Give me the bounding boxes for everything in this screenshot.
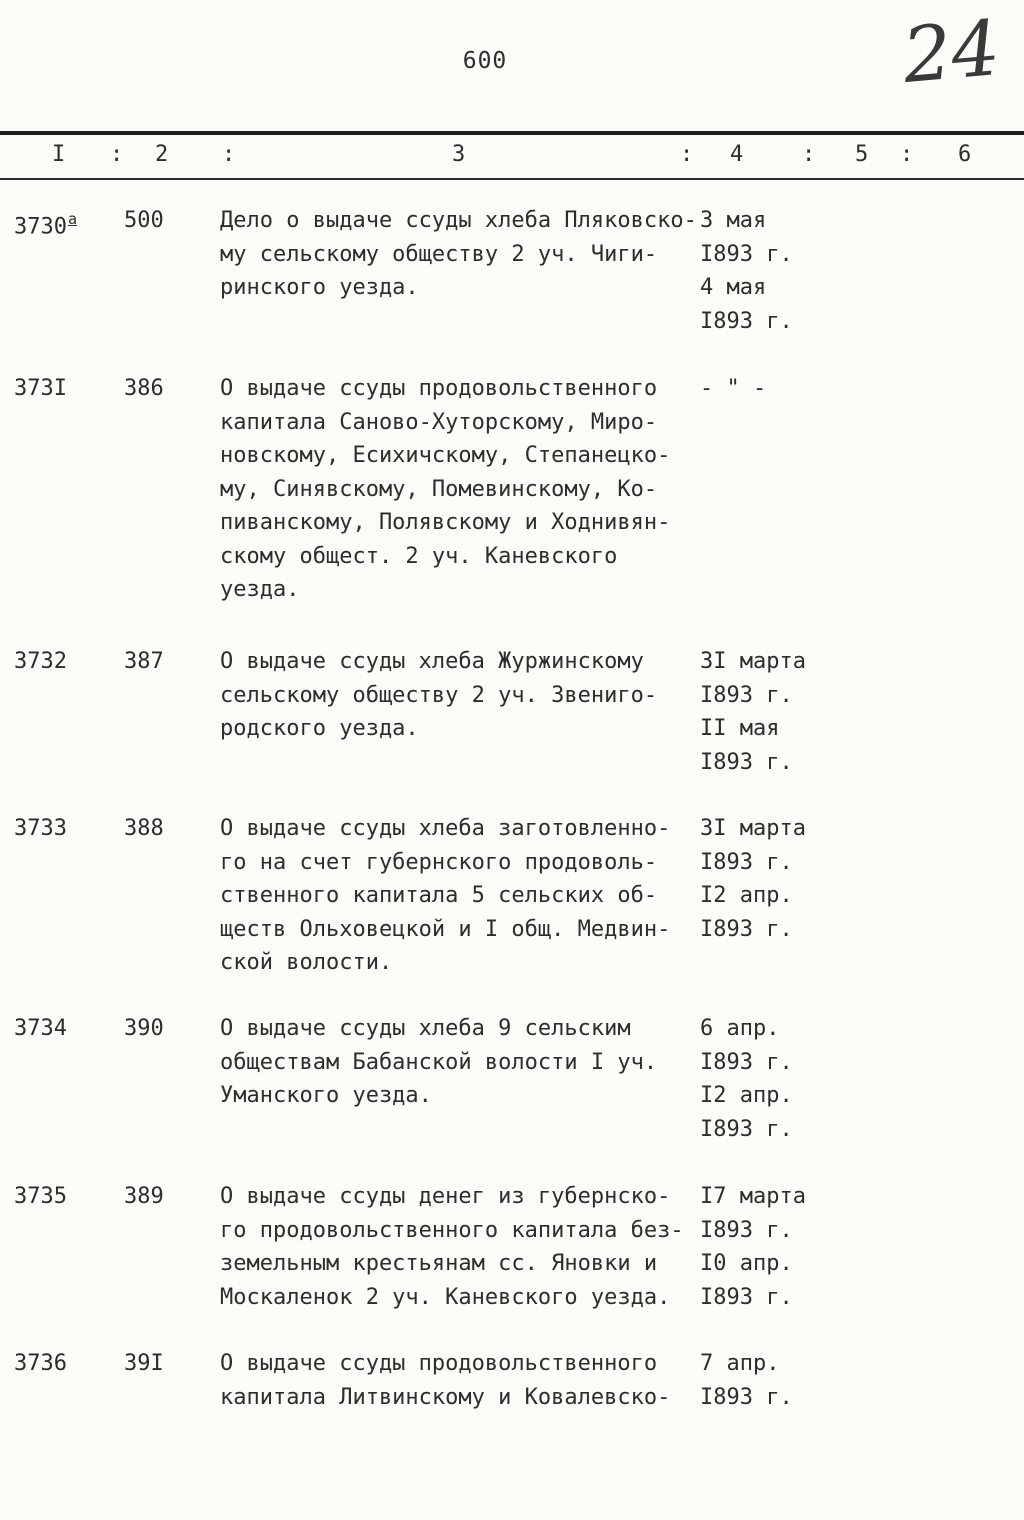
entry-dates <box>700 645 900 779</box>
entry-number: 3732 <box>14 649 67 674</box>
date-line: 3I марта <box>700 816 806 841</box>
entry-old-number: 390 <box>124 1016 164 1041</box>
date-line: 6 апр. <box>700 1016 780 1041</box>
entry-number: 3730 <box>14 214 67 240</box>
date-line: 7 апр. <box>700 1351 780 1376</box>
date-line: I893 г. <box>700 682 793 708</box>
description-line: родского уезда. <box>220 716 419 741</box>
entry-dates <box>700 812 900 946</box>
date-line: I893 г. <box>700 308 793 334</box>
entry-dates <box>700 1180 900 1314</box>
description-line: сельскому обществу 2 уч. Звениго- <box>220 682 658 708</box>
entry-description <box>220 1012 702 1113</box>
description-line: Уманского уезда. <box>220 1083 432 1108</box>
entry-number: 3733 <box>14 816 67 841</box>
table-header-row <box>0 142 1024 174</box>
description-line: новскому, Есихичскому, Степанецко- <box>220 443 671 468</box>
column-separator: : <box>900 142 914 167</box>
date-line: - " - <box>700 376 767 401</box>
date-line: I893 г. <box>700 849 793 875</box>
entry-old-number: 500 <box>124 208 164 233</box>
entry-number: 3734 <box>14 1016 67 1041</box>
entry-description <box>220 372 702 607</box>
entry-dates <box>700 1347 900 1414</box>
description-line: О выдаче ссуды денег из губернско- <box>220 1184 671 1209</box>
column-separator: : <box>802 142 816 167</box>
description-line: ской волости. <box>220 950 393 975</box>
date-line: I893 г. <box>700 1116 793 1142</box>
entry-old-number: 39I <box>124 1351 164 1376</box>
description-line: О выдаче ссуды хлеба 9 сельским <box>220 1016 631 1041</box>
entry-description <box>220 204 702 305</box>
entry-number-cell <box>14 1180 67 1213</box>
description-line: обществам Бабанской волости I уч. <box>220 1049 658 1075</box>
date-line: I2 апр. <box>700 883 793 908</box>
description-line: му, Синявскому, Помевинскому, Ко- <box>220 476 658 502</box>
entry-description <box>220 812 702 980</box>
entry-number-superscript: а <box>67 210 78 228</box>
date-line: I893 г. <box>700 1049 793 1075</box>
date-line: 3 мая <box>700 208 767 233</box>
entry-old-number: 389 <box>124 1184 164 1209</box>
entry-number-cell <box>14 372 67 405</box>
entry-dates <box>700 1012 900 1146</box>
date-line: I893 г. <box>700 1217 793 1243</box>
handwritten-folio-number: 24 <box>899 2 1004 101</box>
column-separator: : <box>110 142 124 167</box>
description-line: Москаленок 2 уч. Каневского уезда. <box>220 1284 671 1310</box>
entry-number-cell <box>14 204 76 243</box>
date-line: I893 г. <box>700 241 793 267</box>
entry-number: 3735 <box>14 1184 67 1209</box>
description-line: го продовольственного капитала без- <box>220 1217 684 1243</box>
entry-number: 3736 <box>14 1351 67 1376</box>
description-line: ственного капитала 5 сельских об- <box>220 883 658 908</box>
description-line: Дело о выдаче ссуды хлеба Пляковско- <box>220 208 697 233</box>
entry-old-number: 388 <box>124 816 164 841</box>
entry-description <box>220 1180 702 1314</box>
column-header: 3 <box>452 142 466 167</box>
description-line: капитала Литвинскому и Ковалевско- <box>220 1384 671 1410</box>
table-header-bottom-rule <box>0 178 1024 180</box>
entry-old-number: 387 <box>124 649 164 674</box>
date-line: I893 г. <box>700 749 793 775</box>
description-line: ринского уезда. <box>220 275 419 300</box>
description-line: го на счет губернского продоволь- <box>220 849 658 875</box>
entry-description <box>220 1347 702 1414</box>
description-line: скому общест. 2 уч. Каневского <box>220 543 618 569</box>
entry-dates <box>700 372 900 406</box>
entry-number-cell <box>14 1012 67 1045</box>
column-separator: : <box>222 142 236 167</box>
entry-number-cell <box>14 812 67 845</box>
date-line: I7 марта <box>700 1184 806 1209</box>
table-top-rule <box>0 131 1024 135</box>
entry-old-number: 386 <box>124 376 164 401</box>
page-number: 600 <box>462 48 508 74</box>
description-line: О выдаче ссуды продовольственного <box>220 1351 658 1376</box>
column-header: 6 <box>958 142 972 167</box>
description-line: О выдаче ссуды продовольственного <box>220 376 658 401</box>
description-line: О выдаче ссуды хлеба Журжинскому <box>220 649 644 674</box>
date-line: 3I марта <box>700 649 806 674</box>
entry-dates <box>700 204 900 338</box>
column-header: 5 <box>855 142 869 167</box>
date-line: I893 г. <box>700 1384 793 1410</box>
description-line: капитала Саново-Хуторскому, Миро- <box>220 409 658 435</box>
column-header: I <box>52 142 66 167</box>
date-line: I893 г. <box>700 1284 793 1310</box>
description-line: земельным крестьянам сс. Яновки и <box>220 1251 658 1276</box>
date-line: 4 мая <box>700 275 767 300</box>
entry-number-cell <box>14 645 67 678</box>
entry-description <box>220 645 702 746</box>
description-line: О выдаче ссуды хлеба заготовленно- <box>220 816 671 841</box>
column-separator: : <box>680 142 694 167</box>
description-line: ществ Ольховецкой и I общ. Медвин- <box>220 916 671 942</box>
description-line: му сельскому обществу 2 уч. Чиги- <box>220 241 658 267</box>
date-line: I0 апр. <box>700 1251 793 1276</box>
date-line: I2 апр. <box>700 1083 793 1108</box>
entry-number: 373I <box>14 376 67 401</box>
entry-number-cell <box>14 1347 67 1380</box>
description-line: уезда. <box>220 577 300 602</box>
column-header: 4 <box>730 142 744 167</box>
description-line: пиванскому, Полявскому и Ходнивян- <box>220 510 671 535</box>
column-header: 2 <box>155 142 169 167</box>
date-line: II мая <box>700 716 780 741</box>
date-line: I893 г. <box>700 916 793 942</box>
